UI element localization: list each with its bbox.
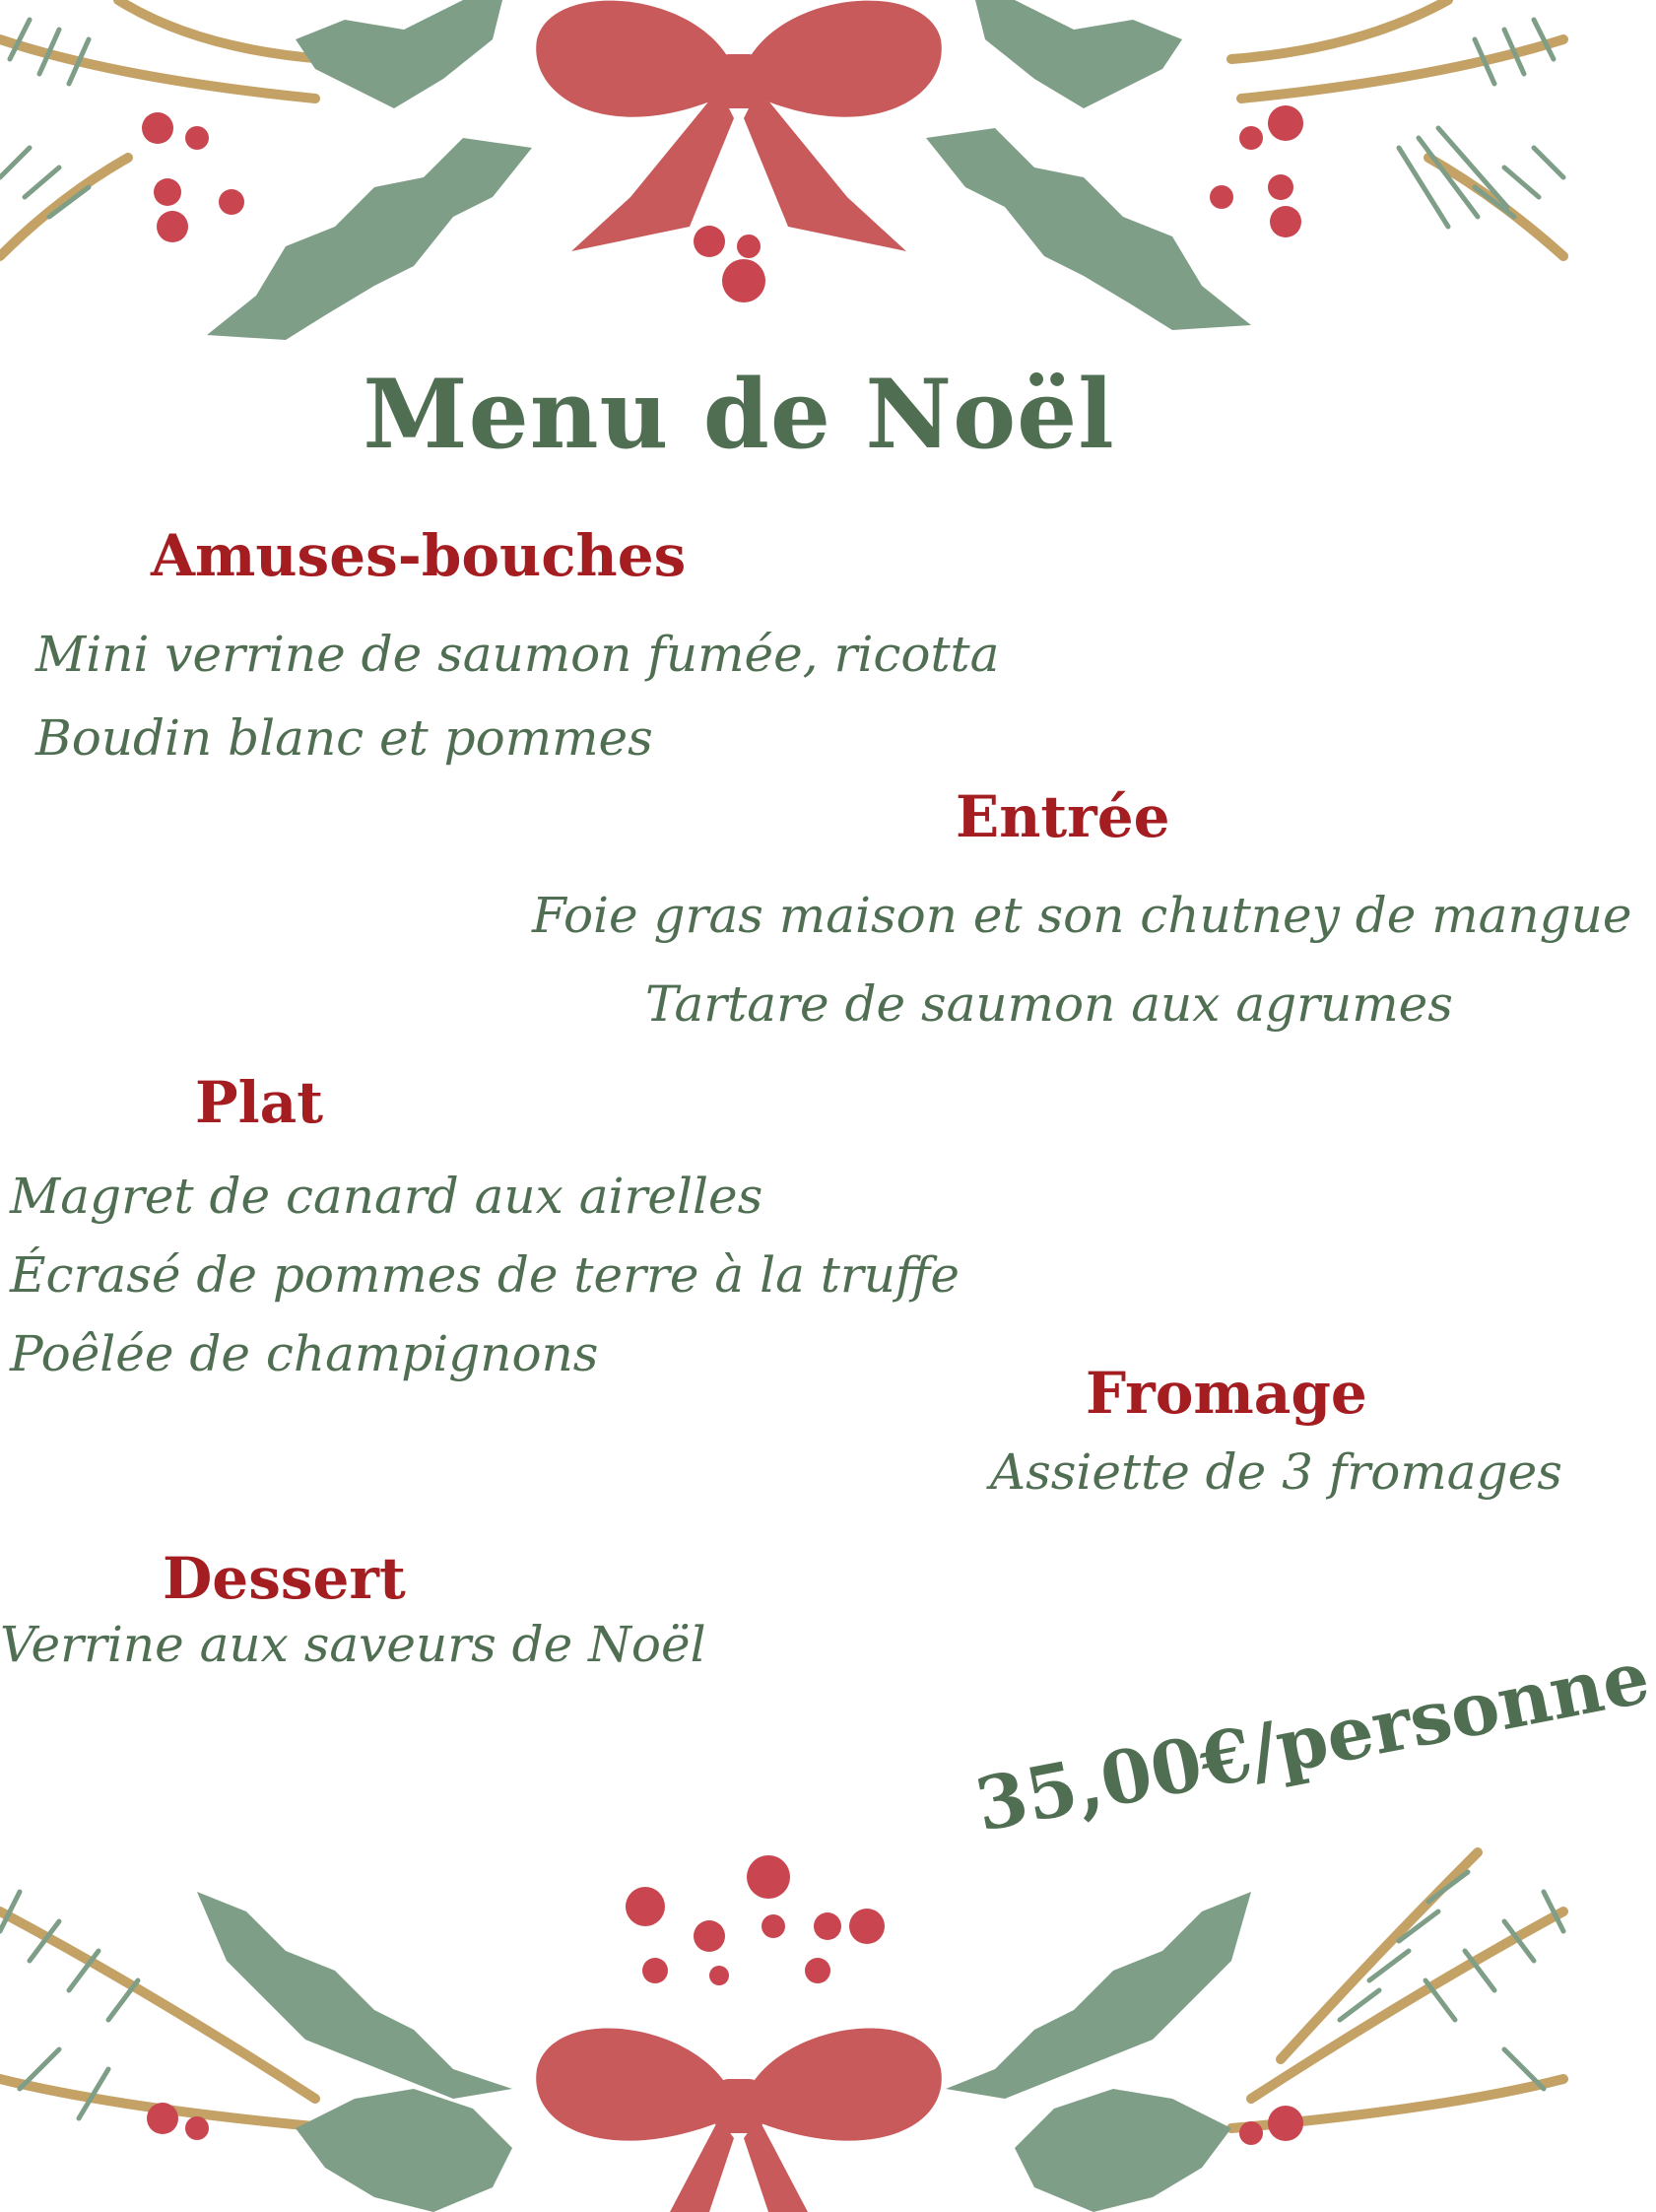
menu-title: Menu de Noël	[363, 359, 1115, 471]
section-heading-entree: Entrée	[956, 783, 1170, 850]
menu-item: Verrine aux saveurs de Noël	[0, 1616, 706, 1673]
ribbon-bow-icon	[536, 2029, 942, 2212]
section-heading-amuses-bouches: Amuses-bouches	[151, 522, 687, 589]
section-heading-plat: Plat	[195, 1069, 324, 1136]
price-per-person: 35,00€/personne	[968, 1635, 1656, 1848]
bottom-holly-decoration	[0, 1833, 1563, 2212]
menu-item: Mini verrine de saumon fumée, ricotta	[35, 626, 1000, 683]
menu-item: Assiette de 3 fromages	[990, 1443, 1562, 1501]
section-heading-fromage: Fromage	[1086, 1360, 1367, 1427]
ribbon-bow-icon	[536, 1, 942, 251]
menu-item: Magret de canard aux airelles	[10, 1168, 763, 1225]
menu-item: Écrasé de pommes de terre à la truffe	[10, 1246, 960, 1304]
menu-item: Foie gras maison et son chutney de mangue	[532, 887, 1632, 944]
menu-item: Poêlée de champignons	[10, 1325, 599, 1382]
section-heading-dessert: Dessert	[163, 1545, 406, 1612]
menu-item: Tartare de saumon aux agrumes	[645, 975, 1453, 1033]
menu-item: Boudin blanc et pommes	[35, 709, 653, 767]
